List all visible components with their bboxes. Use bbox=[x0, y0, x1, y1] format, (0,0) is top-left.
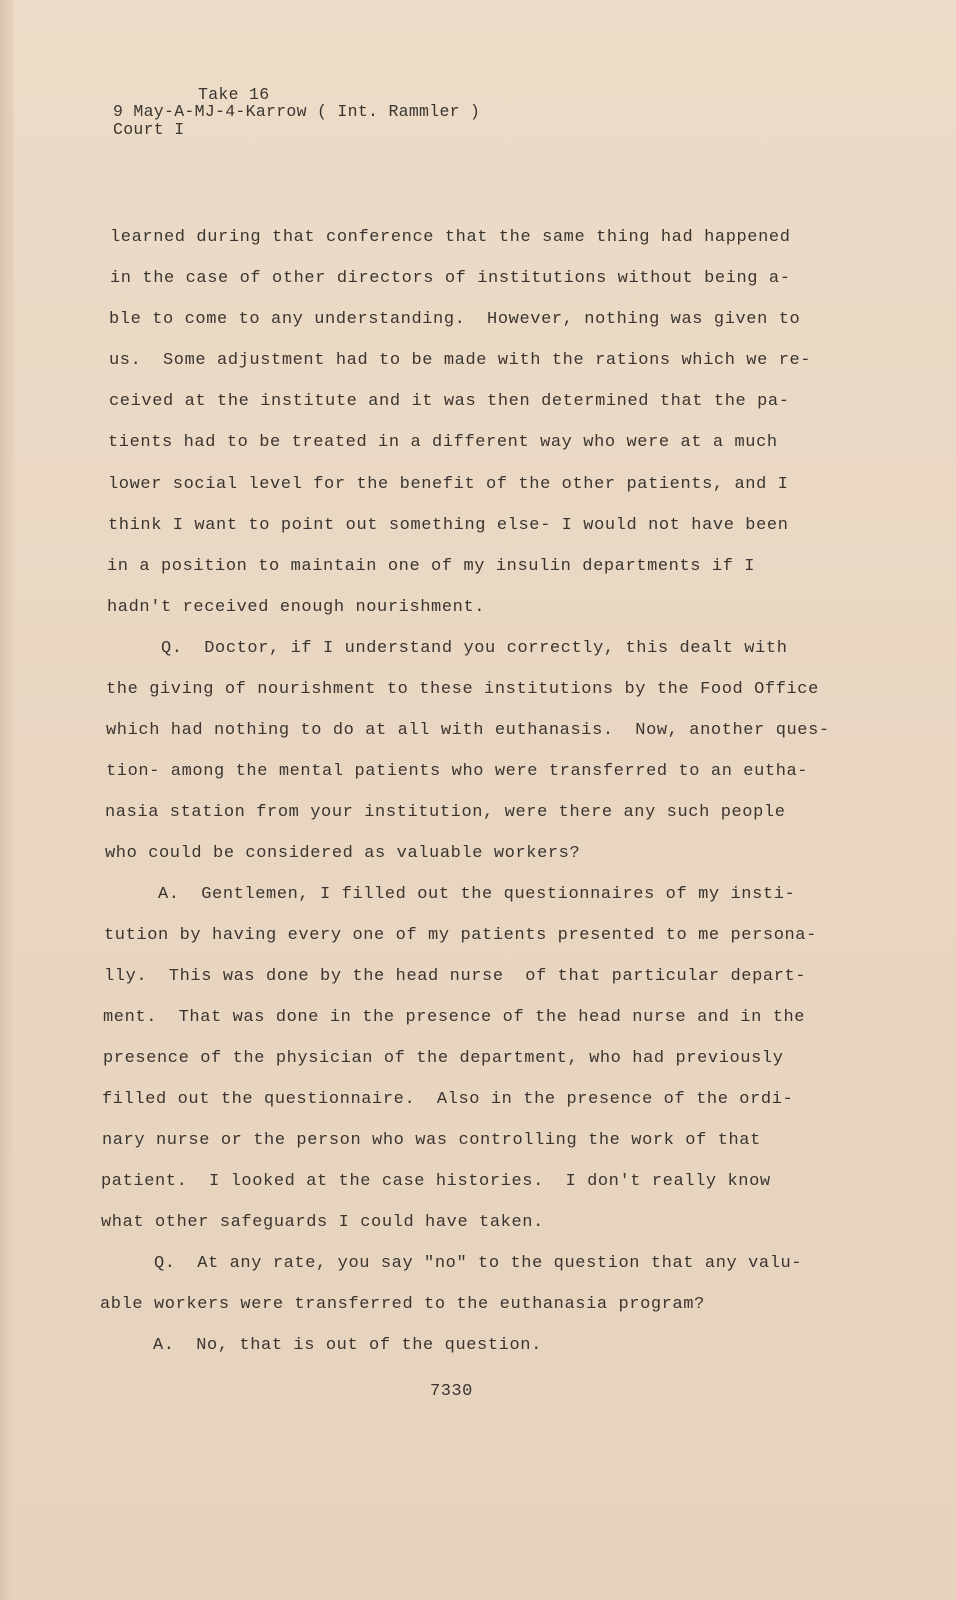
transcript-line: ceived at the institute and it was then determined that the pa- bbox=[109, 392, 790, 411]
transcript-line: ment. That was done in the presence of the head nurse and in the bbox=[103, 1008, 806, 1027]
transcript-line: nary nurse or the person who was controlling the work of that bbox=[102, 1131, 761, 1150]
transcript-line: Q. Doctor, if I understand you correctly, this dealt with bbox=[107, 639, 788, 658]
transcript-line: tion- among the mental patients who were transferred to an eutha- bbox=[106, 762, 809, 781]
transcript-line: which had nothing to do at all with euthanasis. Now, another ques- bbox=[106, 721, 830, 740]
transcript-line: tients had to be treated in a different way who were at a much bbox=[108, 433, 778, 452]
transcript-line: A. Gentlemen, I filled out the questionnaires of my insti- bbox=[104, 885, 796, 904]
transcript-line: us. Some adjustment had to be made with the rations which we re- bbox=[109, 351, 812, 370]
case-reference: 9 May-A-MJ-4-Karrow ( Int. Rammler ) bbox=[113, 102, 481, 121]
transcript-line: the giving of nourishment to these institutions by the Food Office bbox=[106, 680, 819, 699]
transcript-line: lower social level for the benefit of the other patients, and I bbox=[108, 475, 789, 494]
transcript-line: in a position to maintain one of my insulin departments if I bbox=[107, 557, 756, 576]
transcript-line: think I want to point out something else- I would not have been bbox=[108, 516, 789, 535]
transcript-line: what other safeguards I could have taken. bbox=[101, 1213, 544, 1232]
transcript-line: nasia station from your institution, were there any such people bbox=[105, 803, 786, 822]
transcript-line: learned during that conference that the same thing had happened bbox=[110, 228, 791, 247]
transcript-line: ble to come to any understanding. However, nothing was given to bbox=[109, 310, 801, 329]
transcript-line: presence of the physician of the department, who had previously bbox=[103, 1049, 784, 1068]
transcript-line: in the case of other directors of institutions without being a- bbox=[110, 269, 791, 288]
transcript-line: able workers were transferred to the euthanasia program? bbox=[100, 1295, 705, 1314]
transcript-line: lly. This was done by the head nurse of that particular depart- bbox=[104, 967, 807, 986]
transcript-line: who could be considered as valuable workers? bbox=[105, 844, 581, 863]
document-header bbox=[113, 86, 480, 139]
transcript-line: filled out the questionnaire. Also in the presence of the ordi- bbox=[102, 1090, 794, 1109]
page-number: 7330 bbox=[430, 1382, 473, 1401]
transcript-line: A. No, that is out of the question. bbox=[99, 1336, 542, 1355]
transcript-line: Q. At any rate, you say "no" to the question that any valu- bbox=[100, 1254, 803, 1273]
transcript-line: patient. I looked at the case histories. I don't really know bbox=[101, 1172, 771, 1191]
page-edge bbox=[0, 0, 14, 1600]
take-label: Take 16 bbox=[198, 85, 270, 104]
transcript-line: tution by having every one of my patients presented to me persona- bbox=[104, 926, 817, 945]
court-label: Court I bbox=[113, 120, 185, 139]
transcript-line: hadn't received enough nourishment. bbox=[107, 598, 486, 617]
